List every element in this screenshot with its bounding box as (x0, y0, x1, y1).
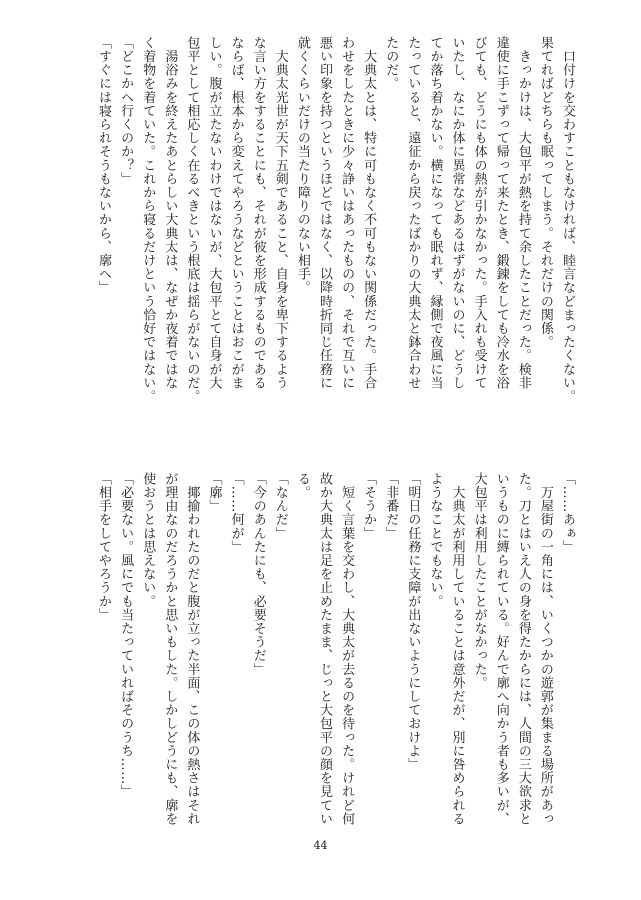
text-line: 使おうとは思えない。 (140, 472, 156, 608)
text-line: 「なんだ」 (272, 472, 288, 540)
text-line: 「必要ない。風にでも当たっていればそのうち……」 (118, 472, 134, 799)
text-line: いうものに縛られている。好んで廓へ向かう者も多いが、 (493, 472, 509, 826)
text-line: 「明日の任務に支障が出ないようにしておけよ」 (405, 472, 421, 772)
text-line: わせをしたときに少々諍いはあったものの、それで互いに (339, 36, 355, 390)
text-line: てか落ち着かない。横になっても眠れず、縁側で夜風に当 (427, 36, 443, 390)
text-line: る。 (294, 472, 310, 500)
text-line: が理由なのだろうかと思いもした。しかしどうにも、廓を (162, 472, 178, 826)
text-line: 「廓」 (206, 472, 222, 513)
text-line: 揶揄われたのだと腹が立った半面、この体の熱さはそれ (184, 472, 200, 826)
text-line: 「すぐには寝られそうもないから、廓へ」 (96, 36, 112, 295)
text-line: 「非番だ」 (383, 472, 399, 540)
text-line: 口付けを交わすこともなければ、睦言などまったくない。 (560, 36, 575, 404)
page-number: 44 (313, 839, 328, 852)
text-line: 包平として相応しく在るべきという根底は揺らがないのだ。 (184, 36, 200, 404)
text-line: 「そうか」 (361, 472, 377, 540)
text-line: 「どこかへ行くのか？」 (118, 36, 134, 186)
text-line: ならば、根本から変えてやろうなどということはおこがま (228, 36, 244, 390)
text-line: 故か大典太は足を止めたまま、じっと大包平の顔を見てい (316, 472, 332, 826)
text-line: 大典太が利用していることは意外だが、別に咎められる (449, 472, 465, 826)
text-line: 「今のあんたにも、必要そうだ」 (250, 472, 266, 676)
text-line: 悪い印象を持つというほどではなく、以降時折同じ任務に (316, 36, 332, 390)
text-line: 大典太光世が天下五剣であること、自身を卑下するよう (272, 36, 288, 390)
text-line: 大典太とは、特に可もなく不可もない関係だった。手合 (361, 36, 377, 390)
text-line: 「相手をしてやろうか」 (96, 472, 112, 622)
text-block-top (92, 36, 578, 456)
text-line: た。刀とはいえ人の身を得たからには、人間の三大欲求と (515, 472, 531, 826)
text-line: 湯浴みを終えたあとらしい大典太は、なぜか夜着ではな (162, 36, 178, 390)
text-line: 短く言葉を交わし、大典太が去るのを待った。けれど何 (339, 472, 355, 826)
text-line: ようなことでもない。 (427, 472, 443, 608)
text-line: 「……何が」 (228, 472, 244, 554)
text-block-bottom (92, 472, 578, 892)
text-line: 違使に手こずって帰って来たとき、鍛錬をしても冷水を浴 (493, 36, 509, 390)
text-line: 大包平は利用したことがなかった。 (471, 472, 487, 690)
text-line: きっかけは、大包平が熱を持て余したことだった。検非 (515, 36, 531, 390)
text-line: びても、どうにも体の熱が引かなかった。手入れも受けて (471, 36, 487, 390)
text-line: 就くくらいだけの当たり障りのない相手。 (294, 36, 310, 295)
text-line: しい。腹が立たないわけではないが、大包平とて自身が大 (206, 36, 222, 390)
text-line: な言い方をすることにも、それが彼を形成するものである (250, 36, 266, 390)
text-line: く着物を着ていた。これから寝るだけという恰好ではない。 (140, 36, 156, 404)
text-line: たっていると、遠征から戻ったばかりの大典太と鉢合わせ (405, 36, 421, 390)
text-line: たのだ。 (383, 36, 399, 91)
text-line: 万屋街の一角には、いくつかの遊郭が集まる場所があっ (537, 472, 553, 826)
text-line: 果てればどちらも眠ってしまう。それだけの関係。 (537, 36, 553, 349)
text-line: いたし、なにか体に異常などあるはずがないのに、どうし (449, 36, 465, 390)
text-line: 「……あぁ」 (560, 472, 575, 554)
